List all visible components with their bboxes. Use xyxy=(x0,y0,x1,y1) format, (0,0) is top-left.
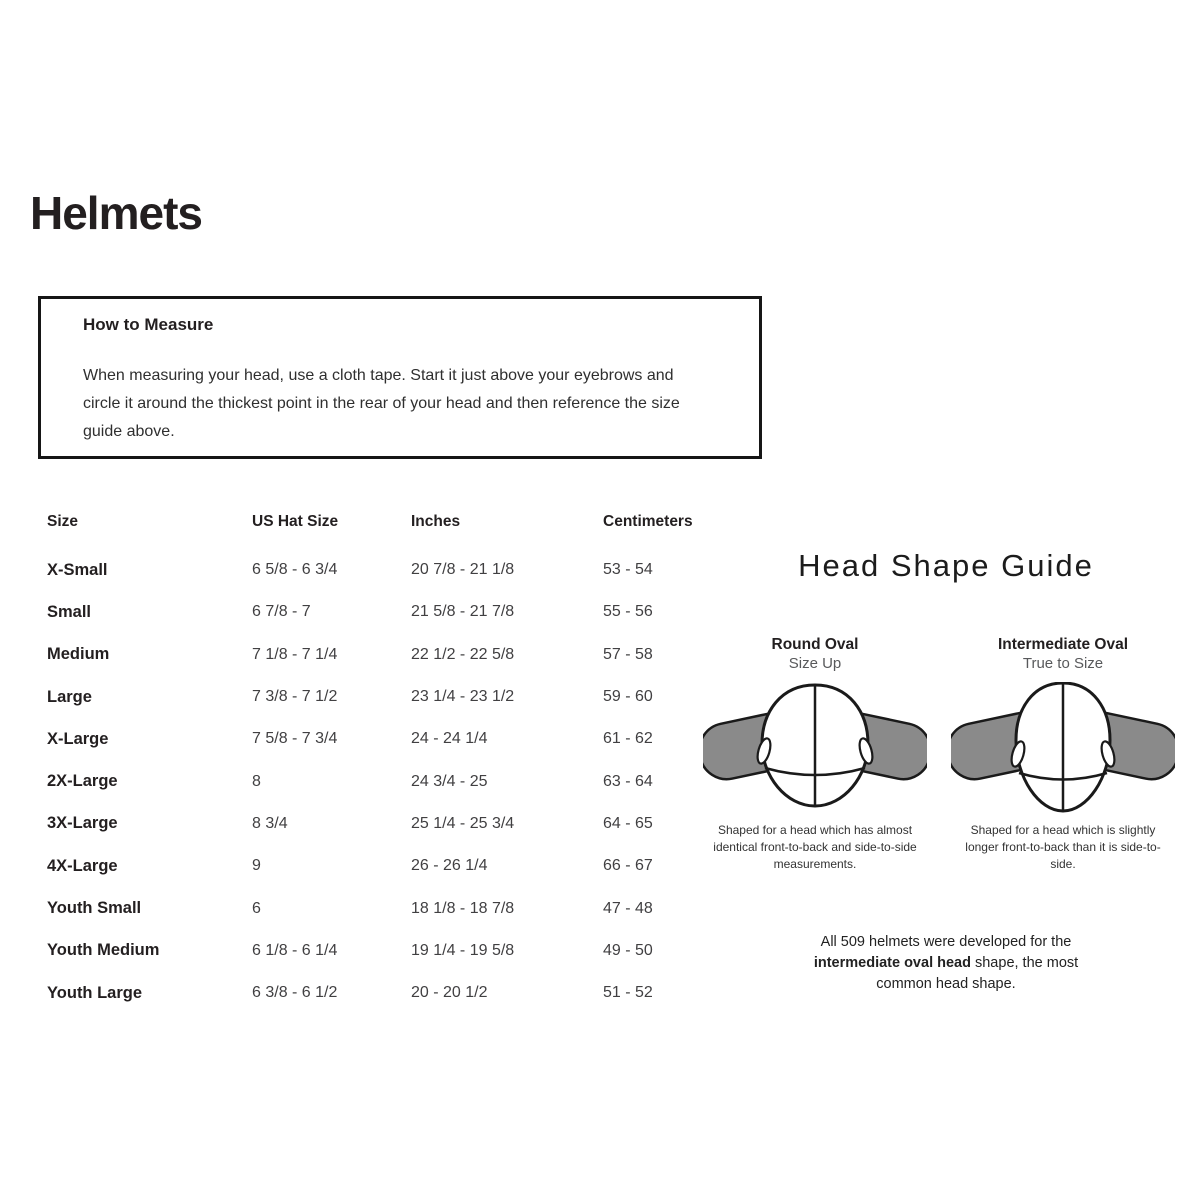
centimeters-cell: 59 - 60 xyxy=(603,688,653,706)
inches-cell: 18 1/8 - 18 7/8 xyxy=(411,899,515,917)
centimeters-cell: 51 - 52 xyxy=(603,984,653,1002)
note-suffix: shape, the most common head shape. xyxy=(876,955,1079,992)
inches-cell: 26 - 26 1/4 xyxy=(411,857,488,875)
size-table xyxy=(47,500,763,1014)
us-hat-size-cell: 7 3/8 - 7 1/2 xyxy=(252,688,338,706)
page-title: Helmets xyxy=(30,187,202,239)
centimeters-cell: 63 - 64 xyxy=(603,772,653,790)
size-cell: Youth Medium xyxy=(47,941,160,960)
round-oval-fit-label: Size Up xyxy=(788,655,842,672)
us-hat-size-cell: 6 3/8 - 6 1/2 xyxy=(252,984,338,1002)
centimeters-cell: 47 - 48 xyxy=(603,899,653,917)
how-to-measure-box xyxy=(38,296,762,459)
round-oval-caption: Shaped for a head which has almost identical front-to-back and side-to-side measurements. xyxy=(713,823,917,871)
size-cell: Youth Large xyxy=(47,983,143,1002)
size-cell: Medium xyxy=(47,645,110,664)
intermediate-oval-head-illustration-icon xyxy=(951,682,1175,816)
intermediate-oval-section xyxy=(951,636,1175,873)
inches-cell: 24 3/4 - 25 xyxy=(411,772,488,790)
centimeters-cell: 53 - 54 xyxy=(603,561,653,579)
size-cell: Small xyxy=(47,602,92,621)
intermediate-oval-label: Intermediate Oval xyxy=(997,636,1129,653)
intermediate-oval-fit-label: True to Size xyxy=(1022,655,1104,672)
us-hat-size-cell: 6 xyxy=(252,899,261,917)
inches-cell: 19 1/4 - 19 5/8 xyxy=(411,941,515,959)
round-oval-section xyxy=(703,636,927,873)
centimeters-cell: 64 - 65 xyxy=(603,814,653,832)
size-cell: Youth Small xyxy=(47,899,142,918)
us-hat-size-cell: 7 5/8 - 7 3/4 xyxy=(252,730,338,748)
inches-cell: 20 7/8 - 21 1/8 xyxy=(411,561,515,579)
inches-cell: 23 1/4 - 23 1/2 xyxy=(411,688,515,706)
helmet-development-note xyxy=(791,932,1101,995)
size-cell: 3X-Large xyxy=(47,814,118,833)
round-oval-label: Round Oval xyxy=(771,636,859,653)
us-hat-size-cell: 7 1/8 - 7 1/4 xyxy=(252,645,338,663)
inches-cell: 22 1/2 - 22 5/8 xyxy=(411,645,515,663)
note-prefix: All 509 helmets were developed for the xyxy=(820,934,1072,950)
how-to-measure-title: How to Measure xyxy=(83,315,214,334)
us-hat-size-cell: 8 xyxy=(252,772,261,790)
inches-cell: 24 - 24 1/4 xyxy=(411,730,488,748)
inches-cell: 21 5/8 - 21 7/8 xyxy=(411,603,515,621)
size-cell: 2X-Large xyxy=(47,772,118,791)
centimeters-cell: 55 - 56 xyxy=(603,603,653,621)
inches-cell: 20 - 20 1/2 xyxy=(411,984,488,1002)
us-hat-size-cell: 6 5/8 - 6 3/4 xyxy=(252,561,338,579)
centimeters-cell: 57 - 58 xyxy=(603,645,653,663)
size-cell: 4X-Large xyxy=(47,856,118,875)
centimeters-cell: 66 - 67 xyxy=(603,857,653,875)
inches-cell: 25 1/4 - 25 3/4 xyxy=(411,814,515,832)
head-shape-guide xyxy=(700,548,1192,1018)
how-to-measure-body: When measuring your head, use a cloth tape. Start it just above your eyebrows and circle it around the thickest point in the rear of your head and then reference the size guide above. xyxy=(83,367,680,440)
intermediate-oval-caption: Shaped for a head which is slightly longer front-to-back than it is side-to-side. xyxy=(965,823,1161,871)
round-oval-head-illustration-icon xyxy=(703,682,927,816)
size-cell: Large xyxy=(47,687,92,706)
column-header-size: Size xyxy=(47,513,79,530)
size-cell: X-Small xyxy=(47,560,108,579)
centimeters-cell: 49 - 50 xyxy=(603,941,653,959)
head-shape-guide-title: Head Shape Guide xyxy=(798,548,1094,583)
note-bold-phrase: intermediate oval head xyxy=(813,955,971,971)
us-hat-size-cell: 8 3/4 xyxy=(252,814,288,832)
column-header-centimeters: Centimeters xyxy=(603,513,693,530)
us-hat-size-cell: 6 1/8 - 6 1/4 xyxy=(252,941,338,959)
column-header-inches: Inches xyxy=(411,513,461,530)
size-cell: X-Large xyxy=(47,729,109,748)
column-header-us-hat-size: US Hat Size xyxy=(252,513,339,530)
us-hat-size-cell: 9 xyxy=(252,857,261,875)
us-hat-size-cell: 6 7/8 - 7 xyxy=(252,603,311,621)
centimeters-cell: 61 - 62 xyxy=(603,730,653,748)
